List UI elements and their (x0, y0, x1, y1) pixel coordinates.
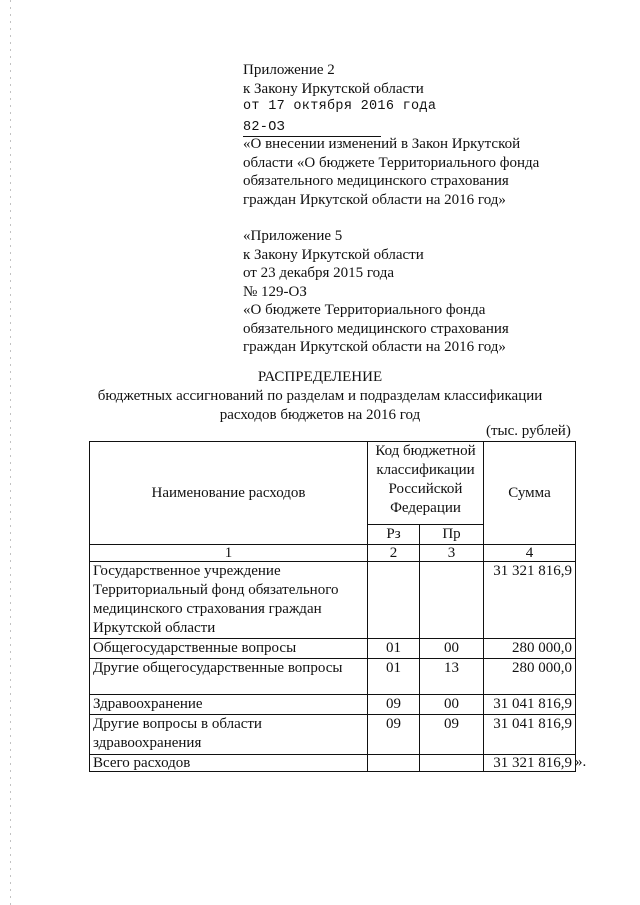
appendix2-number: 82-ОЗ (243, 120, 381, 137)
row-name: Общегосударственные вопросы (90, 639, 368, 659)
table-row (90, 715, 576, 755)
row-name (90, 562, 368, 639)
appendix5-line4: № 129-ОЗ (243, 283, 307, 300)
appendix5-line6: обязательного медицинского страхования (243, 320, 509, 337)
page-title: РАСПРЕДЕЛЕНИЕ (257, 369, 383, 385)
table-row (90, 659, 576, 695)
row-sum: 280 000,0 (484, 639, 576, 659)
header-name: Наименование расходов (90, 442, 368, 545)
appendix2-block (243, 61, 539, 209)
row-sum: 280 000,0 (484, 659, 576, 695)
appendix5-block (243, 227, 509, 357)
scan-edge (10, 0, 11, 905)
row-name-line: Государственное учреждение (93, 563, 281, 579)
row-rz: 09 (368, 715, 420, 755)
appendix2-title-4: граждан Иркутской области на 2016 год» (243, 191, 506, 208)
appendix2-date: от 17 октября 2016 года (243, 99, 437, 114)
row-name-line: медицинского страхования граждан (93, 601, 322, 617)
row-pr: 09 (420, 715, 484, 755)
header-code-line: классификации (376, 462, 475, 478)
appendix2-title-3: обязательного медицинского страхования (243, 173, 509, 189)
col-number-1: 1 (90, 545, 368, 562)
row-name-line: Территориальный фонд обязательного (93, 582, 339, 598)
row-name (90, 715, 368, 755)
row-rz: 01 (368, 639, 420, 659)
row-name-line: Иркутской области (93, 620, 216, 636)
table-row (90, 695, 576, 715)
header-code-line: Код бюджетной (375, 443, 476, 459)
appendix5-line2: к Закону Иркутской области (243, 246, 424, 263)
page-subtitle-1: бюджетных ассигнований по разделам и подразделам классификации (97, 388, 543, 404)
col-number-4: 4 (484, 545, 576, 562)
header-rz: Рз (368, 525, 420, 545)
header-sum: Сумма (484, 442, 576, 545)
row-name: Другие общегосударственные вопросы (90, 659, 368, 695)
row-rz (368, 755, 420, 772)
page-subtitle-2: расходов бюджетов на 2016 год (219, 407, 421, 423)
row-sum: 31 041 816,9 (484, 715, 576, 755)
row-rz: 01 (368, 659, 420, 695)
row-pr: 13 (420, 659, 484, 695)
header-pr: Пр (420, 525, 484, 545)
appendix2-line2: к Закону Иркутской области (243, 80, 424, 97)
row-pr: 00 (420, 639, 484, 659)
header-code-line: Российской (388, 481, 463, 497)
row-name-line: Другие вопросы в области (93, 716, 262, 732)
table-row (90, 755, 576, 772)
row-pr: 00 (420, 695, 484, 715)
table-row (90, 639, 576, 659)
row-sum: 31 321 816,9 (484, 755, 576, 772)
col-number-3: 3 (420, 545, 484, 562)
appendix5-line7: граждан Иркутской области на 2016 год» (243, 339, 506, 355)
appendix2-title-1: «О внесении изменений в Закон Иркутской (243, 136, 521, 152)
row-sum: 31 321 816,9 (484, 562, 576, 639)
budget-table (89, 441, 576, 772)
row-name: Всего расходов (90, 755, 368, 772)
header-code-line: Федерации (390, 500, 461, 516)
appendix2-title-2: области «О бюджете Территориального фонда (243, 154, 540, 171)
col-number-2: 2 (368, 545, 420, 562)
closing-quote: ». (575, 754, 587, 770)
appendix5-line5: «О бюджете Территориального фонда (243, 302, 486, 318)
appendix5-line1: «Приложение 5 (243, 228, 343, 244)
table-row (90, 562, 576, 639)
row-pr (420, 562, 484, 639)
header-code (368, 442, 484, 525)
row-sum: 31 041 816,9 (484, 695, 576, 715)
row-rz: 09 (368, 695, 420, 715)
units-label: (тыс. рублей) (486, 423, 571, 439)
row-pr (420, 755, 484, 772)
appendix5-line3: от 23 декабря 2015 года (243, 265, 395, 281)
row-name: Здравоохранение (90, 695, 368, 715)
row-name-line: здравоохранения (93, 735, 202, 751)
row-rz (368, 562, 420, 639)
appendix2-line1: Приложение 2 (243, 62, 335, 78)
